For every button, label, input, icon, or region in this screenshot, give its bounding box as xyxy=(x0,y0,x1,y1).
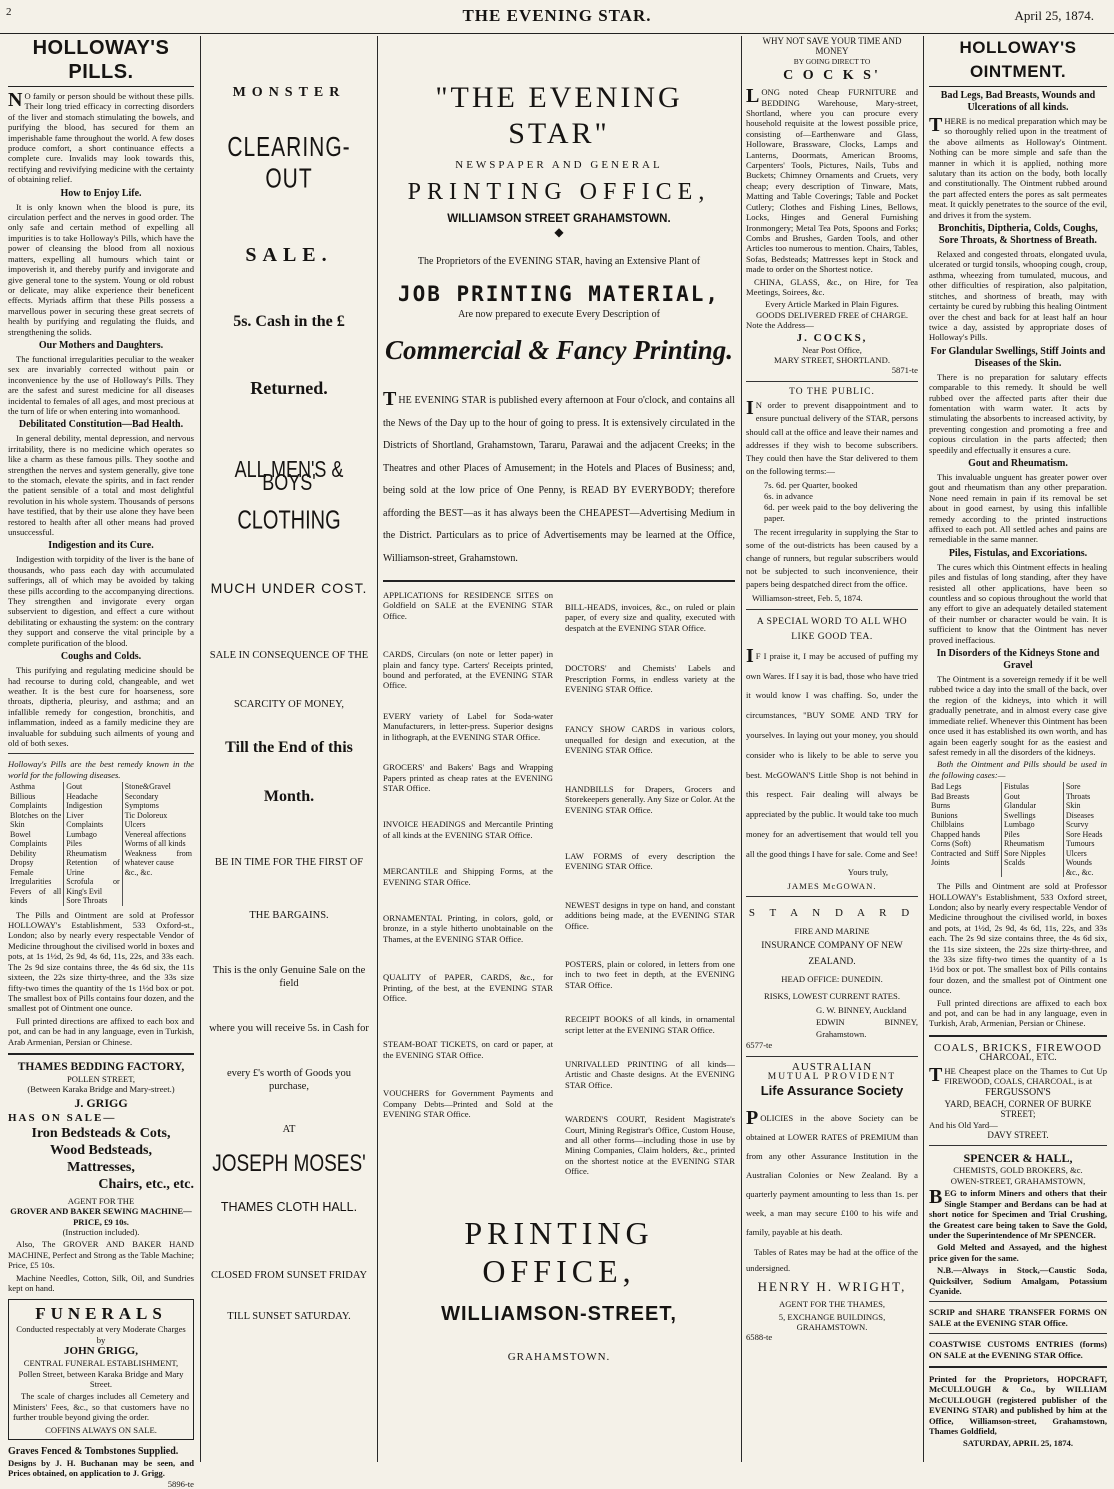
section-text: This purifying and regulating medicine should be had recourse to during cold, changeable, and wet weather. It is the best cure for hoarseness, sore throats, diptheria, pleurisy, and asthma; and an infallible remedy for congestion, bronchitis, and inflammation, indeed as a family medicine they are invaluable for subduing such ailments of young and old of both sexes. xyxy=(8,665,194,748)
funerals-box xyxy=(8,1299,194,1440)
section-text: THERE is no medical preparation which may be so thoroughly relied upon in the treatment of the above ailments as Holloway's Ointment. Nothing can be more simple and safe than the manner in which it is applied, nothing more salutary than its action on the body, both locally and constitutionally. The Ointment rubbed around the part affected enters the pores as salt permeates meat. It quickly penetrates to the source of the evil, and drives it from the system. xyxy=(929,114,1107,220)
street-line: WILLIAMSON STREET GRAHAMSTOWN. xyxy=(447,213,671,226)
month-line: Month. xyxy=(263,787,315,805)
print-ad: FANCY SHOW CARDS in various colors, unequalled for design and execution, at the EVENING STAR Office. xyxy=(565,724,735,756)
tbf-name: J. GRIGG xyxy=(74,1095,128,1110)
tbf-street: POLLEN STREET, xyxy=(66,1073,136,1084)
tbf-also: Also, The GROVER AND BAKER HAND MACHINE, Perfect and Strong as the Table Machine; Price, £5 10s. xyxy=(8,1239,194,1271)
print-ad: NEWEST designs in type on hand, and constant additions being made, at the EVENING STAR Office. xyxy=(565,899,735,931)
under-cost-line: MUCH UNDER COST. xyxy=(210,579,368,596)
designs-line: Designs by J. H. Buchanan may be seen, and Prices obtained, on application to J. Grigg. xyxy=(8,1458,194,1479)
tbf-line: Chairs, etc., etc. xyxy=(98,1176,194,1192)
section-heading: Our Mothers and Daughters. xyxy=(38,339,164,351)
public-title: TO THE PUBLIC. xyxy=(789,386,875,397)
print-ad: WARDEN'S COURT, Resident Magistrate's Court, Mining Registrar's Office, Custom House, and all other forms—including those in use by Mining Companies, Claim holders, &c., printed on the shortest notice at the EVENING STAR Office. xyxy=(565,1114,735,1177)
cases-col: Sore Throats Skin Diseases Scurvy Sore Heads Tumours Ulcers Wounds &c., &c. xyxy=(1063,782,1107,877)
section-text: The Ointment is a sovereign remedy if it be well rubbed twice a day into the small of the back, over the region of the kidneys, into which it will gradually penetrate, and in almost every case give immediate relief. Whenever this Ointment has been once used it has established its own worth, and has again been eagerly sought for as the easiest and safest remedy in all the disorders of the kidneys. xyxy=(929,674,1107,757)
heading-holloways-ointment: HOLLOWAY'S OINTMENT. xyxy=(929,36,1107,87)
note-address: Note the Address— xyxy=(746,320,814,331)
jcocks: J. COCKS, xyxy=(796,331,868,344)
funerals-title: FUNERALS xyxy=(35,1304,167,1324)
clothing-line: CLOTHING xyxy=(237,507,341,536)
standard-fire: FIRE AND MARINE xyxy=(794,926,870,937)
commercial-fancy-printing: Commercial & Fancy Printing. xyxy=(384,335,734,366)
ad-ref: 5871-te xyxy=(891,365,918,376)
imprint-date: SATURDAY, APRIL 25, 1874. xyxy=(963,1438,1073,1449)
section-heading: Indigestion and its Cure. xyxy=(48,540,154,552)
print-ad: EVERY variety of Label for Soda-water Manufacturers, in letter-press. Superior designs in lithograph, at the EVENING STAR Office. xyxy=(383,710,553,742)
job-printing-line: JOB PRINTING MATERIAL, xyxy=(397,281,721,306)
print-ad: VOUCHERS for Government Payments and Company Debts—Printed and Sold at the EVENING STAR Office. xyxy=(383,1088,553,1119)
special-word-text: IF I praise it, I may be accused of puffing my own Wares. If I say it is bad, those who have tried it would know I was chaffing. So, under the circumstances, "BUY SOME AND TRY for yourselves. In laying out your money, you should consider who is likely to be able to serve you best. McGOWAN'S Little Shop is not behind in this respect. Fair dealing will always be appreciated by the public. It would take too much money for an advertisement that would tell you all the good things I have for sale. Come and See! xyxy=(746,644,918,859)
section-heading: How to Enjoy Life. xyxy=(60,187,142,199)
print-ad: LAW FORMS of every description the EVENING STAR Office. xyxy=(565,850,735,872)
davy-street: DAVY STREET. xyxy=(987,1130,1049,1141)
section-text: In general debility, mental depression, and nervous irritability, there is no medicine which operates so like a charm as these famous pills. They soothe and strengthen the nerves and system generally, give tone to the stomach, elevate the spirits, and in fact render the patient sensible of a total and most delightful revolution in his whole system. Thousands of persons have testified, that by their use alone they have been restored to health after all other means had proved unsuccessful. xyxy=(8,433,194,538)
cocks-text: LONG noted Cheap FURNITURE and BEDDING Warehouse, Mary-street, Shortland, where you can procure every household requisite at the lowest possible price, consisting of—Earthenware and Glass, Holloware, Brassware, Clocks, Lamps and Lanterns, Doormats, American Brooms, Carpenters' Tools, Pictures, Nails, Tubs and Buckets; Chimney Ornaments and Cruets, very cheap; every description of Tinware, Mats, Matting and Table Coverings; Table and Pocket Cutlery; Clothes and Fishing Lines, Bellows, Locks, Hinges and General Furnishing Ironmongery; Metal Tea Pots, Spoons and Forks; Combs and Brushes, Garden Tools, and other Articles too numerous to mention. Chairs, Tables, Sofas, Bedsteads; Mattresses kept in Stock and made to order on the Shortest notice. xyxy=(746,85,918,275)
risks: RISKS, LOWEST CURRENT RATES. xyxy=(763,991,900,1002)
column-rule xyxy=(200,36,201,1462)
cocks-heading: C O C K S' xyxy=(783,68,881,84)
section-heading: Bronchitis, Diptheria, Colds, Coughs, Sore Throats, & Shortness of Breath. xyxy=(938,223,1098,247)
section-text: This invaluable unguent has greater power over gout and rheumatism than any other preparation. None need remain in pain if its removal be set about in good earnest, by using this infallible remedy according to the printed instructions affixed to each pot. All settled aches and pains are remediable in the same manner. xyxy=(929,471,1107,545)
print-ad: UNRIVALLED PRINTING of all kinds—Artistic and Chaste designs. At the EVENING STAR Office. xyxy=(565,1058,735,1090)
tbf-line: Mattresses, xyxy=(67,1159,135,1175)
policies-text: POLICIES in the above Society can be obtained at LOWER RATES of PREMIUM than from any other Assurance Institution in the Australian Colonies or New Zealand. By a quarterly payment amounting to less than 1s. per week, a man may secure £100 to his wife and family, payable at his death. xyxy=(746,1106,918,1237)
spencer-text: BEG to inform Miners and others that their Single Stamper and Berdans can be had at short notice for Specimen and Trial Crushing, the Greatest care being taken to Save the Gold, under the Superintendence of Mr SPENCER. xyxy=(929,1186,1107,1240)
ad-ref: 5896-te xyxy=(167,1478,194,1489)
left-ads xyxy=(383,588,553,1186)
ad-ref: 6588-te xyxy=(746,1332,773,1343)
ointment-price: The Pills and Ointment are sold at Professor HOLLOWAY's Establishment, 533 Oxford street, London; also by nearly every respectable Vendor of Medicine throughout the civilised world, in boxes and pots, at 1½d, 2s 9d, 4s 6d, 11s, 22s, and 33s each. The 2s 9d size contains three, the 4s 6d six, the 11s size sixteen, the 22s size thirty-three, and the 33s size fifty-two times the quantity of a 1s 1½d box or pot. The smallest box of Pills contains four dozen, and the smallest pot of Ointment one ounce. xyxy=(929,881,1107,996)
newspaper-title: THE EVENING STAR. xyxy=(462,6,652,25)
tbf-has-on-sale: HAS ON SALE— xyxy=(8,1111,117,1124)
sale-line: SALE. xyxy=(245,244,333,267)
column-rule xyxy=(923,36,924,1462)
williamson-street-line: WILLIAMSON-STREET, xyxy=(441,1302,677,1325)
spencer-hall: SPENCER & HALL, xyxy=(963,1151,1073,1166)
life-assurance: Life Assurance Society xyxy=(760,1082,904,1098)
scrip-forms: SCRIP and SHARE TRANSFER FORMS ON SALE at the EVENING STAR Office. xyxy=(929,1307,1107,1328)
head-office: HEAD OFFICE: DUNEDIN. xyxy=(781,974,883,985)
coals-heading: COALS, BRICKS, FIREWOOD xyxy=(934,1041,1102,1054)
china-line: CHINA, GLASS, &c., on Hire, for Tea Meetings, Soirees, &c. xyxy=(746,276,918,297)
ointment-directions: Full printed directions are affixed to each box and pot, and can be had in any language, even in Turkish, Arab, Armenian, Persian or Chinese. xyxy=(929,997,1107,1029)
tbf-line: Wood Bedsteads, xyxy=(50,1142,152,1158)
yard: YARD, BEACH, CORNER OF BURKE STREET; xyxy=(944,1098,1092,1120)
yours-truly: Yours truly, xyxy=(847,866,888,877)
column-hollowayspills xyxy=(8,36,194,1489)
print-ad: INVOICE HEADINGS and Mercantile Printing of all kinds at the EVENING STAR Office. xyxy=(383,819,553,840)
tables-text: Tables of Rates may be had at the office of the undersigned. xyxy=(746,1246,918,1273)
section-text: The cures which this Ointment effects in healing piles and fistulas of long standing, after they have resisted all other applications, have been so countless and so copious throughout the world that any effort to give an adequately detailed statement of their number or character would be vain. It is sufficient to know that the Ointment has never proved ineffacious. xyxy=(929,561,1107,645)
funerals-name: JOHN GRIGG, xyxy=(64,1345,138,1358)
cases-table xyxy=(929,782,1107,877)
terms-line: 6s. in advance xyxy=(764,491,813,502)
both-cases: Both the Ointment and Pills should be used in the following cases:— xyxy=(929,759,1107,780)
sale-line: AT xyxy=(282,1124,296,1136)
column-holloways-ointment xyxy=(929,36,1107,1462)
cases-col: Bad Legs Bad Breasts Burns Bunions Chilblains Chapped hands Corns (Soft) Contracted and Stiff Joints xyxy=(931,782,999,868)
gold-text: Gold Melted and Assayed, and the highest price given for the same. xyxy=(929,1242,1107,1263)
print-ad: CARDS, Circulars (on note or letter paper) in plain and fancy type. Carters' Receipts printed, bound and perforated, at the EVENING STAR Office. xyxy=(383,649,553,691)
special-word-title: A SPECIAL WORD TO ALL WHO LIKE GOOD TEA. xyxy=(756,616,908,642)
binney: EDWIN BINNEY, Grahamstown. xyxy=(816,1017,918,1040)
section-heading: Debilitated Constitution—Bad Health. xyxy=(18,419,184,431)
print-ad: POSTERS, plain or colored, in letters from one inch to two feet in depth, at the EVENING STAR Office. xyxy=(565,958,735,990)
issue-date: April 25, 1874. xyxy=(1014,8,1094,23)
column-rule xyxy=(377,36,378,1462)
diseases-col: Stone&Gravel Secondary Symptoms Tic Doloreux Ulcers Venereal affections Worms of all kinds Weakness from whatever cause &c., &c. xyxy=(122,782,194,906)
sale-line: This is the only Genuine Sale on the field xyxy=(212,965,366,990)
goods-delivered: GOODS DELIVERED FREE of CHARGE. xyxy=(755,309,909,320)
pills-intro: NO family or person should be without these pills. Their long tried efficacy in correcting disorders of the liver and stomach stimulating the bowels, and purifying the blood, has secured for them an imperishable fame throughout the world. A few doses produce comfort, a short continuance effects a complete cure. Invalids may look towards this, rectifying and revivifying medicine with the certainty of obtaining relief. xyxy=(8,89,194,185)
pills-price-text: The Pills and Ointment are sold at Professor HOLLOWAY's Establishment, 533 Oxford-st., London; also by nearly every respectable Vendor of Medicine throughout the civilised world in boxes and pots, at 1s 1½d, 2s 9d, 4s 6d, 11s, 22s, and 33s each. The 2s 9d size contains three, the 4s 6d six, the 11s sixteen, the 22s size thirty-three, and the 33s size fifty-two times the quantity of the 1s 1½d box or pot. The smallest box of Pills contains four dozen, and the smallest pot of Ointment one ounce. xyxy=(8,909,194,1014)
print-ad: ORNAMENTAL Printing, in colors, gold, or bronze, in a style hitherto unobtainable on the Thames, at the EVENING STAR Office. xyxy=(383,912,553,944)
print-ad: RECEIPT BOOKS of all kinds, in ornamental script letter at the EVENING STAR Office. xyxy=(565,1014,735,1035)
terms-line: 6d. per week paid to the boy delivering the paper. xyxy=(764,502,918,524)
standard-heading: S T A N D A R D xyxy=(748,907,916,920)
public-text: IN order to prevent disappointment and to ensure punctual delivery of the STAR, persons should call at the office and leave their names and addresses if they wish to become subscribers. They could then have the Star delivered to them on the following terms:— xyxy=(746,397,918,477)
old-yard: And his Old Yard— xyxy=(929,1119,998,1130)
sale-line: SCARCITY OF MONEY, xyxy=(234,699,344,711)
tbf-title: THAMES BEDDING FACTORY, xyxy=(17,1060,185,1073)
section-heading: Piles, Fistulas, and Excoriations. xyxy=(948,547,1088,559)
section-heading: Coughs and Colds. xyxy=(60,651,142,663)
mary-street: MARY STREET, SHORTLAND. xyxy=(774,354,890,365)
tbf-instruction: (Instruction included). xyxy=(62,1226,140,1237)
tbf-grover: GROVER AND BAKER SEWING MACHINE—PRICE, £9 10s. xyxy=(10,1206,192,1227)
newspaper-line: NEWSPAPER AND GENERAL xyxy=(455,159,663,171)
diseases-table xyxy=(8,782,194,906)
section-text: There is no preparation for salutary effects comparable to this remedy. It should be well rubbed over the affected parts after their due fomentation with warm water. It acts by stimulating the absorbents to increased activity, by preventing congestion and promoting a free and copious circulation in the parts affected; then speedily and effectually it ensures a cure. xyxy=(929,371,1107,455)
print-ad: DOCTORS' and Chemists' Labels and Prescription Forms, in endless variety at the EVENING STAR Office. xyxy=(565,663,735,695)
owen-street: OWEN-STREET, GRAHAMSTOWN, xyxy=(950,1175,1086,1186)
sale-line: every £'s worth of Goods you purchase, xyxy=(226,1068,352,1093)
charcoal-heading: CHARCOAL, ETC. xyxy=(979,1053,1057,1064)
ad-ref: 6577-te xyxy=(746,1040,773,1051)
sale-details xyxy=(206,649,372,711)
chemists: CHEMISTS, GOLD BROKERS, &c. xyxy=(953,1165,1083,1176)
returned-line: Returned. xyxy=(250,378,328,399)
dated-line: Williamson-street, Feb. 5, 1874. xyxy=(752,593,863,604)
graves-line: Graves Fenced & Tombstones Supplied. xyxy=(8,1446,179,1458)
section-heading: Gout and Rheumatism. xyxy=(968,457,1068,469)
section-heading: In Disorders of the Kidneys Stone and Gravel xyxy=(936,648,1100,672)
diseases-heading: Holloway's Pills are the best remedy known in the world for the following diseases. xyxy=(8,759,194,780)
every-article: Every Article Marked in Plain Figures. xyxy=(765,299,899,310)
proprietors-line: The Proprietors of the EVENING STAR, having an Extensive Plant of xyxy=(417,256,701,268)
wright: HENRY H. WRIGHT, xyxy=(757,1278,907,1294)
cheapest-text: THE Cheapest place on the Thames to Cut Up FIREWOOD, COALS, CHARCOAL, is at xyxy=(929,1063,1107,1087)
wright-address: 5, EXCHANGE BUILDINGS, GRAHAMSTOWN. xyxy=(778,1311,886,1333)
nb-text: N.B.—Always in Stock,—Caustic Soda, Quicksilver, Sodium Amalgam, Potassium Cyanide. xyxy=(929,1265,1107,1296)
mutual-provident: MUTUAL PROVIDENT xyxy=(767,1072,897,1083)
pills-directions: Full printed directions are affixed to each box and pot, and can be had in any language, even in Turkish, Arab Armenian, Persian or Chinese. xyxy=(8,1015,194,1047)
column-local-ads xyxy=(746,36,918,1462)
print-ad: QUALITY of PAPER, CARDS, &c., for Printing, of the best, at the EVENING STAR Office. xyxy=(383,972,553,1003)
section-text: It is only known when the blood is pure, its circulation perfect and the nerves in good order. The only safe and certain method of expelling all impurities is to take Holloway's Pills, which have the power of cleansing the blood from all noxious matters, expelling all humours which taint or impoverish it, and thereby purify and invigorate and give general tone to the system. Young or old robust or delicate, may alike experience their beneficent effects. Myriads affirm that these Pills possess a marvellous power in securing these great secrets of health by purifying and regulating the fluids, and strengthening the solids. xyxy=(8,201,194,337)
why-line: WHY NOT SAVE YOUR TIME AND MONEY xyxy=(762,36,902,57)
allmens-line: ALL MEN'S & BOYS' xyxy=(234,456,344,496)
evening-star-description: THE EVENING STAR is published every afternoon at Four o'clock, and contains all the News of the Day up to the hour of going to press. It is extensively circulated in the Districts of Shortland, Grahamstown, Tararu, Parawai and the adjacent Creeks; in the Theatres and other Places of Amusement; in the Hotels and Places of Business; and, being sold at the low price of One Penny, is READ BY EVERYBODY; therefore affording the BEST—as it has always been the CHEAPEST—Advertising Medium in the District. Particulars as to price of Advertisements may be learned at the Office, Williamson-street, Grahamstown. xyxy=(383,388,735,564)
clearing-line: CLEARING-OUT xyxy=(227,133,351,195)
sale-line: TILL SUNSET SATURDAY. xyxy=(227,1310,351,1322)
mcgowan: JAMES McGOWAN. xyxy=(787,880,877,891)
funerals-conducted: Conducted respectably at very Moderate Charges by xyxy=(16,1324,186,1345)
right-ads xyxy=(565,588,735,1186)
standard-insurance: INSURANCE COMPANY OF NEW ZEALAND. xyxy=(761,941,903,968)
print-ad: APPLICATIONS for RESIDENCE SITES on Goldfield on SALE at the EVENING STAR Office. xyxy=(383,590,553,621)
moses-line: JOSEPH MOSES' xyxy=(212,1151,366,1178)
prepared-line: Are now prepared to execute Every Description of xyxy=(458,308,660,320)
section-heading: For Glandular Swellings, Stiff Joints and Diseases of the Skin. xyxy=(930,345,1106,369)
till-line: Till the End of this xyxy=(225,739,353,757)
heading-holloways-pills: HOLLOWAY'S PILLS. xyxy=(8,36,194,87)
print-ad: GROCERS' and Bakers' Bags and Wrapping Papers printed as cheap rates at the EVENING STAR Office. xyxy=(383,762,553,793)
customs-forms: COASTWISE CUSTOMS ENTRIES (forms) ON SALE at the EVENING STAR Office. xyxy=(929,1339,1107,1360)
imprint: Printed for the Proprietors, HOPCRAFT, McCULLOUGH & Co., by WILLIAM McCULLOUGH (registered publisher of the EVENING STAR) and published by him at the Office, Williamson-street, Grahamstown, Thames Goldfield, xyxy=(929,1373,1107,1436)
cases-col: Fistulas Gout Glandular Swellings Lumbago Piles Rheumatism Sore Nipples Scalds xyxy=(1002,782,1064,877)
funerals-coffins: COFFINS ALWAYS ON SALE. xyxy=(45,1424,157,1435)
evening-star-title: "THE EVENING STAR" xyxy=(435,81,683,150)
sale-line: where you will receive 5s. in Cash for xyxy=(209,1023,369,1035)
sale-line: THE BARGAINS. xyxy=(249,910,329,922)
wright-agent: AGENT FOR THE THAMES, xyxy=(779,1298,885,1309)
section-text: Relaxed and congested throats, elongated uvula, ulcerated or turgid tonsils, whooping cough, croup, asthma, wheezing from tumulated, mucous, and other difficulties of respiration, also palpitation, stitches, and shortness of breath, may with certainty be cured by rubbing this healing Ointment over the chest and back for at least half an hour twice a day, assisted by appropriate doses of Holloway's Pills. xyxy=(929,249,1107,343)
masthead xyxy=(0,0,1114,34)
sale-line: SALE IN CONSEQUENCE OF THE xyxy=(209,650,369,662)
tbf-needles: Machine Needles, Cotton, Silk, Oil, and Sundries kept on hand. xyxy=(8,1272,194,1293)
page-number: 2 xyxy=(6,6,12,18)
australian: AUSTRALIAN xyxy=(791,1060,873,1073)
tbf-agent: AGENT FOR THE xyxy=(67,1195,135,1206)
funerals-street: Pollen Street, between Karaka Bridge and Mary Street. xyxy=(18,1368,184,1390)
funerals-establishment: CENTRAL FUNERAL ESTABLISHMENT, xyxy=(23,1358,179,1369)
diseases-col: Gout Headache Indigestion Liver Complaints Lumbago Piles Rheumatism Retention of Urine Scrofula or King's Evil Sore Throats xyxy=(64,782,122,906)
tbf-between: (Between Karaka Bridge and Mary-street.) xyxy=(27,1084,175,1095)
tbf-line: Iron Bedsteads & Cots, xyxy=(31,1125,171,1141)
section-text: The functional irregularities peculiar to the weaker sex are invariably corrected without pain or inconvenience by the use of Holloway's Pills. They are the safest and surest medicine for all diseases incidental to females of all ages, and most precious at the turn of life or when entering into womanhood. xyxy=(8,353,194,416)
binney: G. W. BINNEY, Auckland xyxy=(816,1005,907,1016)
print-ad: STEAM-BOAT TICKETS, on card or paper, at the EVENING STAR Office. xyxy=(383,1039,553,1060)
print-ad: MERCANTILE and Shipping Forms, at the EVENING STAR Office. xyxy=(383,866,553,887)
funerals-scale: The scale of charges includes all Cemetery and Ministers' Fees, &c., so that customers have no further trouble beyond giving the order. xyxy=(13,1391,189,1423)
column-monster-sale xyxy=(206,36,372,1462)
printing-office-line: PRINTING OFFICE, xyxy=(407,179,711,206)
ointment-sub: Bad Legs, Bad Breasts, Wounds and Ulcerations of all kinds. xyxy=(940,90,1096,113)
sale-line: BE IN TIME FOR THE FIRST OF xyxy=(214,857,364,869)
diseases-col: Asthma Billious Complaints Blotches on the Skin Bowel Complaints Debility Dropsy Female Irregularities Fevers of all kinds xyxy=(10,782,62,906)
sale-line: CLOSED FROM SUNSET FRIDAY xyxy=(210,1269,368,1281)
terms-line: 7s. 6d. per Quarter, booked xyxy=(764,480,858,491)
section-text: Indigestion with torpidity of the liver is the bane of thousands, who pass each day with accumulated sufferings, all of which may be avoided by taking these pills according to the accompanying directions. They strengthen and invigorate every organ subservient to digestion, and effect a cure without debilitating or exhausting the system: on the contrary they support and conserve the vital principle by a complete purification of the blood. xyxy=(8,554,194,648)
by-going-line: BY GOING DIRECT TO xyxy=(793,56,871,66)
column-rule xyxy=(741,36,742,1462)
print-ad: HANDBILLS for Drapers, Grocers and Storekeepers generally. Any Size or Color. At the EVENING STAR Office. xyxy=(565,783,735,815)
column-printing-office: "THE EVENING STAR" NEWSPAPER AND GENERAL PRINTING OFFICE, WILLIAMSON STREET GRAHAMSTOWN. ◆ The Proprietors of the EVENING STAR, having an Extensive Plant of JOB PRINTING MATERIAL, Are now prepared to execute Every Description of Commercial & Fancy Printing. THE EVENING STAR is published every afternoon at Four o'clock, and contains all the News of the Day up to the hour of going to press. It is extensively circulated in the Districts of Shortland, Grahamstown, Tararu, Parawai and the adjacent Creeks; in the Theatres and other Places of Amusement; in the Hotels and Places of Business; and, being sold at the low price of One Penny, is READ BY EVERYBODY; therefore affording the BEST—as it has always been the CHEAPEST—Advertising Medium in the District. Particulars as to price of Advertisements may be learned at the Office, Williamson-street, Grahamstown. APPLICATIONS for RESIDENCE SITES on Goldfield on SALE at the EVENING STAR Office. CARDS, Circulars (on note or letter paper) in plain and fancy type. Carters' Receipts printed, bound and perforated, at the EVENING STAR Office. EVERY variety of Label for Soda-water Manufacturers, in letter-press. Superior designs in lithograph, at the EVENING STAR Office. GROCERS' and Bakers' Bags and Wrapping Papers printed as cheap rates at the EVENING STAR Office. INVOICE HEADINGS and Mercantile Printing of all kinds at the EVENING STAR Office. MERCANTILE and Shipping Forms, at the EVENING STAR Office. ORNAMENTAL Printing, in colors, gold, or bronze, in a style hitherto unobtainable on the Thames, at the EVENING STAR Office. QUALITY of PAPER, CARDS, &c., for Printing, of the best, at the EVENING STAR Office. STEAM-BOAT TICKETS, on card or paper, at the EVENING STAR Office. VOUCHERS for Government Payments and Company Debts—Printed and Sold at the EVENING STAR Office. BILL-HEADS, invoices, &c., on ruled or plain paper, of every size and quality, executed with despatch at the EVENING STAR Office. DOCTORS' and Chemists' Labels and Prescription Forms, in endless variety at the EVENING STAR Office. FANCY SHOW CARDS in various colors, unequalled for design and execution, at the EVENING STAR Office. HANDBILLS for Drapers, Grocers and Storekeepers generally. Any Size or Color. At the EVENING STAR Office. LAW FORMS of every description the EVENING STAR Office. NEWEST designs in type on hand, and constant additions being made, at the EVENING STAR Office. POSTERS, plain or colored, in letters from one inch to two feet in depth, at the EVENING STAR Office. RECEIPT BOOKS of all kinds, in ornamental script letter at the EVENING STAR Office. UNRIVALLED PRINTING of all kinds—Artistic and Chaste designs. At the EVENING STAR Office. WARDEN'S COURT, Resident Magistrate's Court, Mining Registrar's Office, Custom House, and all other forms—including those in use by Mining Companies, Claim holders, &c., printed on the shortest notice at the EVENING STAR Office. PRINTING OFFICE, WILLIAMSON-STREET, GRAHAMSTOWN. xyxy=(383,81,735,1363)
monster-line: MONSTER xyxy=(232,85,346,100)
print-ad: BILL-HEADS, invoices, &c., on ruled or plain paper, of every size and quality, executed with despatch at the EVENING STAR Office. xyxy=(565,602,735,633)
cloth-hall-line: THAMES CLOTH HALL. xyxy=(220,1200,358,1215)
grahamstown-line: GRAHAMSTOWN. xyxy=(507,1350,611,1363)
irregularity-text: The recent irregularity in supplying the Star to some of the out-districts has been caused by a change of runners, but regular subscribers would not be subjected to such inconvenience, their papers being despatched direct from the office. xyxy=(746,527,918,590)
cash-line: 5s. Cash in the £ xyxy=(233,312,345,330)
near-po: Near Post Office, xyxy=(802,344,862,355)
fergusson: FERGUSSON'S xyxy=(985,1087,1051,1099)
printing-office-bottom: PRINTING OFFICE, xyxy=(464,1214,654,1289)
